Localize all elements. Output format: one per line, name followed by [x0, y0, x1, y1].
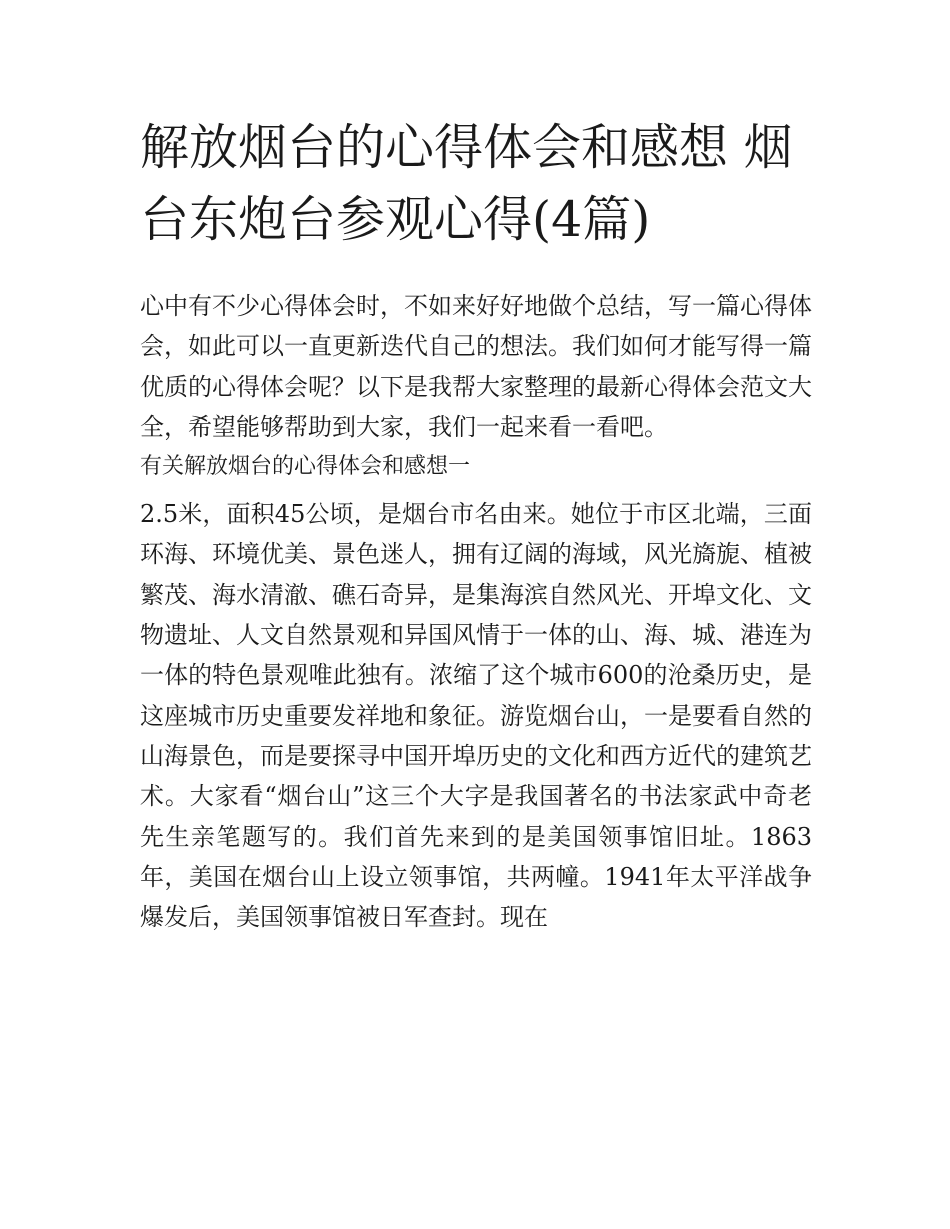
document-page — [140, 112, 812, 937]
section-paragraph: 2.5米，面积45公顷，是烟台市名由来。她位于市区北端，三面环海、环境优美、景色迷人，拥有辽阔的海域，风光旖旎、植被繁茂、海水清澈、礁石奇异，是集海滨自然风光、开埠文化、文物遗址、人文自然景观和异国风情于一体的山、海、城、港连为一体的特色景观唯此独有。浓缩了这个城市600的沧桑历史，是这座城市历史重要发祥地和象征。游览烟台山，一是要看自然的山海景色，而是要探寻中国开埠历史的文化和西方近代的建筑艺术。大家看“烟台山”这三个大字是我国著名的书法家武中奇老先生亲笔题写的。我们首先来到的是美国领事馆旧址。1863年，美国在烟台山上设立领事馆，共两幢。1941年太平洋战争爆发后，美国领事馆被日军查封。现在 — [140, 500, 812, 932]
intro-paragraph: 心中有不少心得体会时，不如来好好地做个总结，写一篇心得体会，如此可以一直更新迭代自己的想法。我们如何才能写得一篇优质的心得体会呢？以下是我帮大家整理的最新心得体会范文大全，希望能够帮助到大家，我们一起来看一看吧。 — [140, 292, 812, 441]
document-title: 解放烟台的心得体会和感想 烟台东炮台参观心得(4篇) — [140, 119, 793, 248]
section-heading: 有关解放烟台的心得体会和感想一 — [140, 454, 471, 480]
